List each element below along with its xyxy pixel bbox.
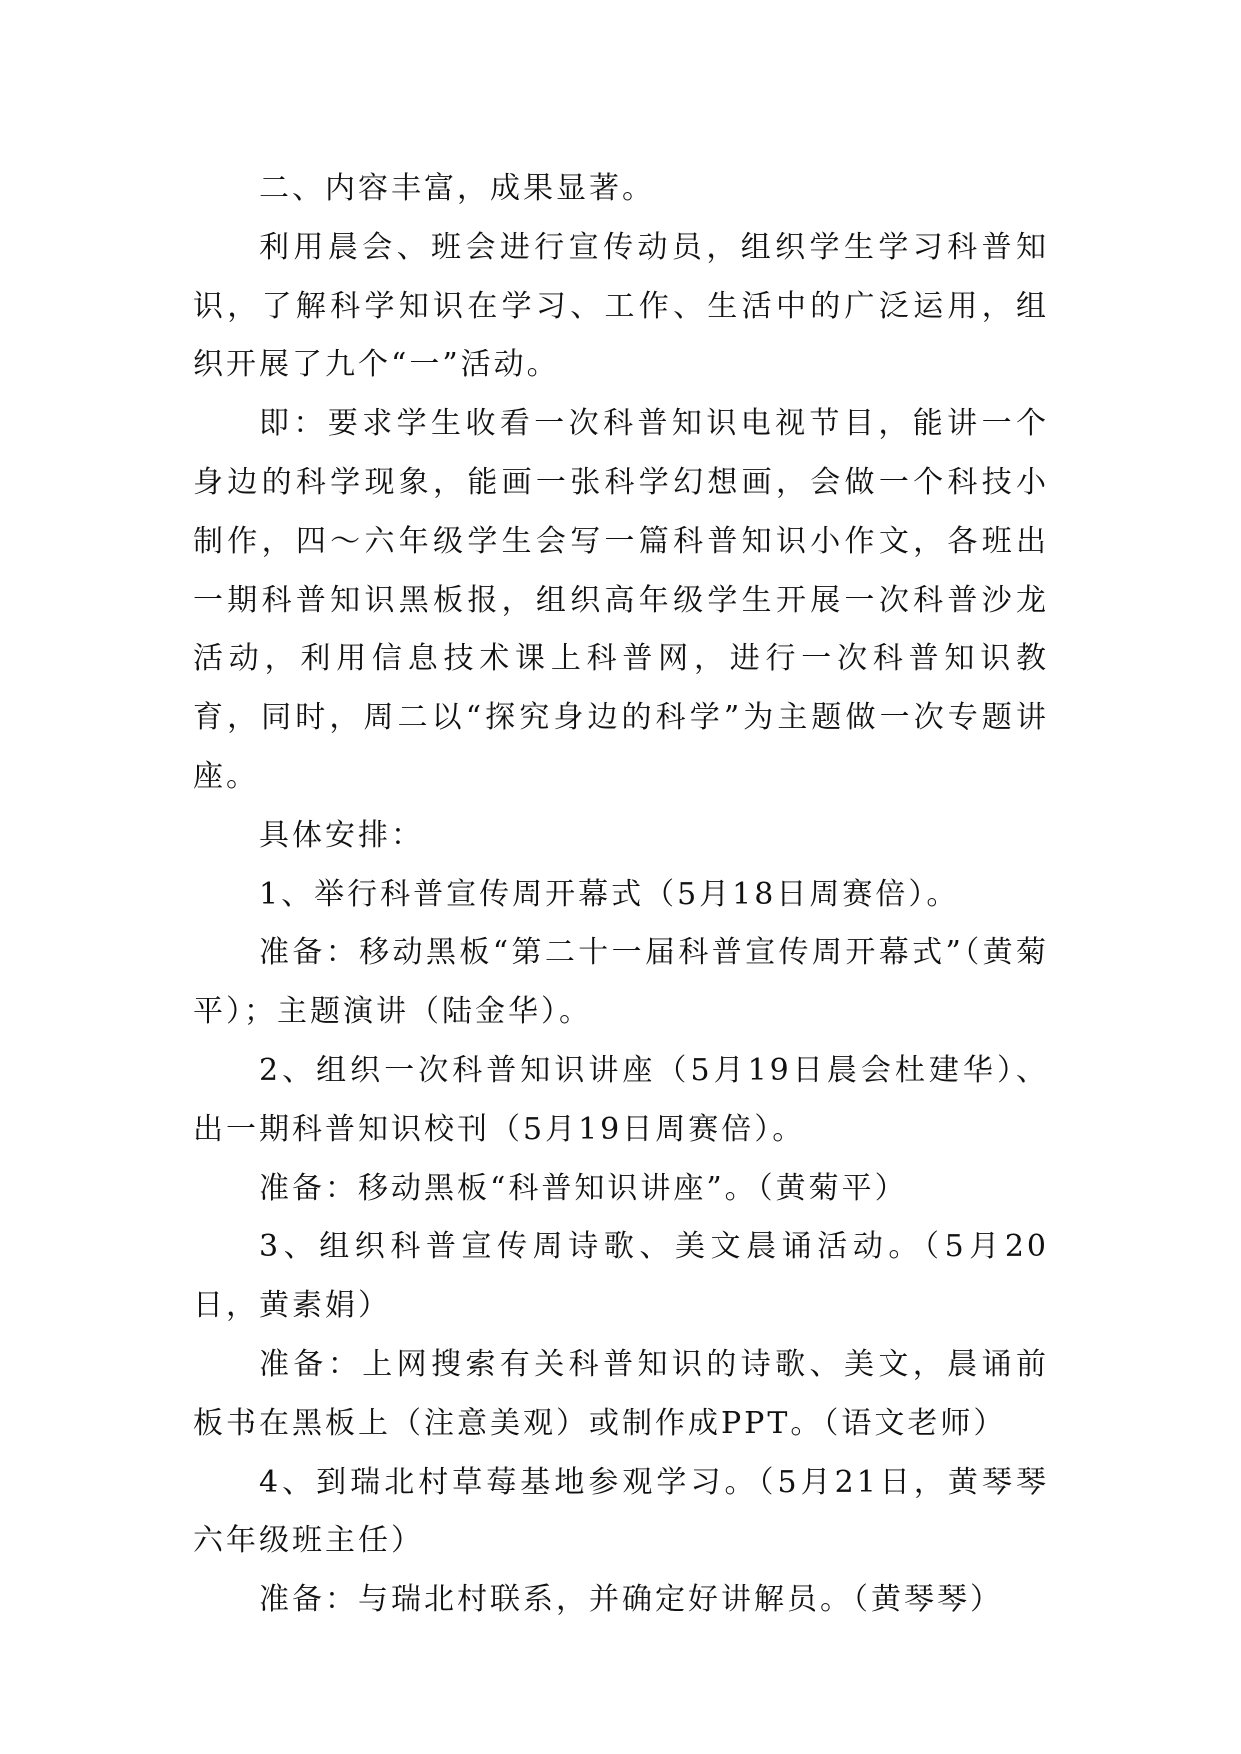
document-body [193,160,1049,1630]
body-paragraph: 利用晨会、班会进行宣传动员，组织学生学习科普知识，了解科学知识在学习、工作、生活中的广泛运用，组织开展了九个“一”活动。 [193,229,1049,383]
arrangement-item: 1、举行科普宣传周开幕式（5月18日周赛倍）。 [259,876,960,912]
preparation-note: 准备：上网搜索有关科普知识的诗歌、美文，晨诵前板书在黑板上（注意美观）或制作成PPT。（语文老师） [193,1346,1049,1441]
body-paragraph: 即：要求学生收看一次科普知识电视节目，能讲一个身边的科学现象，能画一张科学幻想画，会做一个科技小制作，四～六年级学生会写一篇科普知识小作文，各班出一期科普知识黑板报，组织高年级学生开展一次科普沙龙活动，利用信息技术课上科普网，进行一次科普知识教育，同时，周二以“探究身边的科学”为主题做一次专题讲座。 [193,406,1049,794]
preparation-note: 准备：移动黑板“科普知识讲座”。（黄菊平） [259,1170,908,1206]
arrangement-item: 2、组织一次科普知识讲座（5月19日晨会杜建华）、出一期科普知识校刊（5月19日周赛倍）。 [193,1052,1049,1147]
preparation-note: 准备：与瑞北村联系，并确定好讲解员。（黄琴琴） [259,1582,1003,1618]
arrangement-heading: 具体安排： [259,817,424,853]
section-heading: 二、内容丰富，成果显著。 [259,171,655,206]
arrangement-item: 3、组织科普宣传周诗歌、美文晨诵活动。（5月20日，黄素娟） [193,1229,1049,1324]
preparation-note: 准备：移动黑板“第二十一届科普宣传周开幕式”（黄菊平）；主题演讲（陆金华）。 [193,935,1049,1030]
arrangement-item: 4、到瑞北村草莓基地参观学习。（5月21日，黄琴琴六年级班主任） [193,1464,1049,1559]
